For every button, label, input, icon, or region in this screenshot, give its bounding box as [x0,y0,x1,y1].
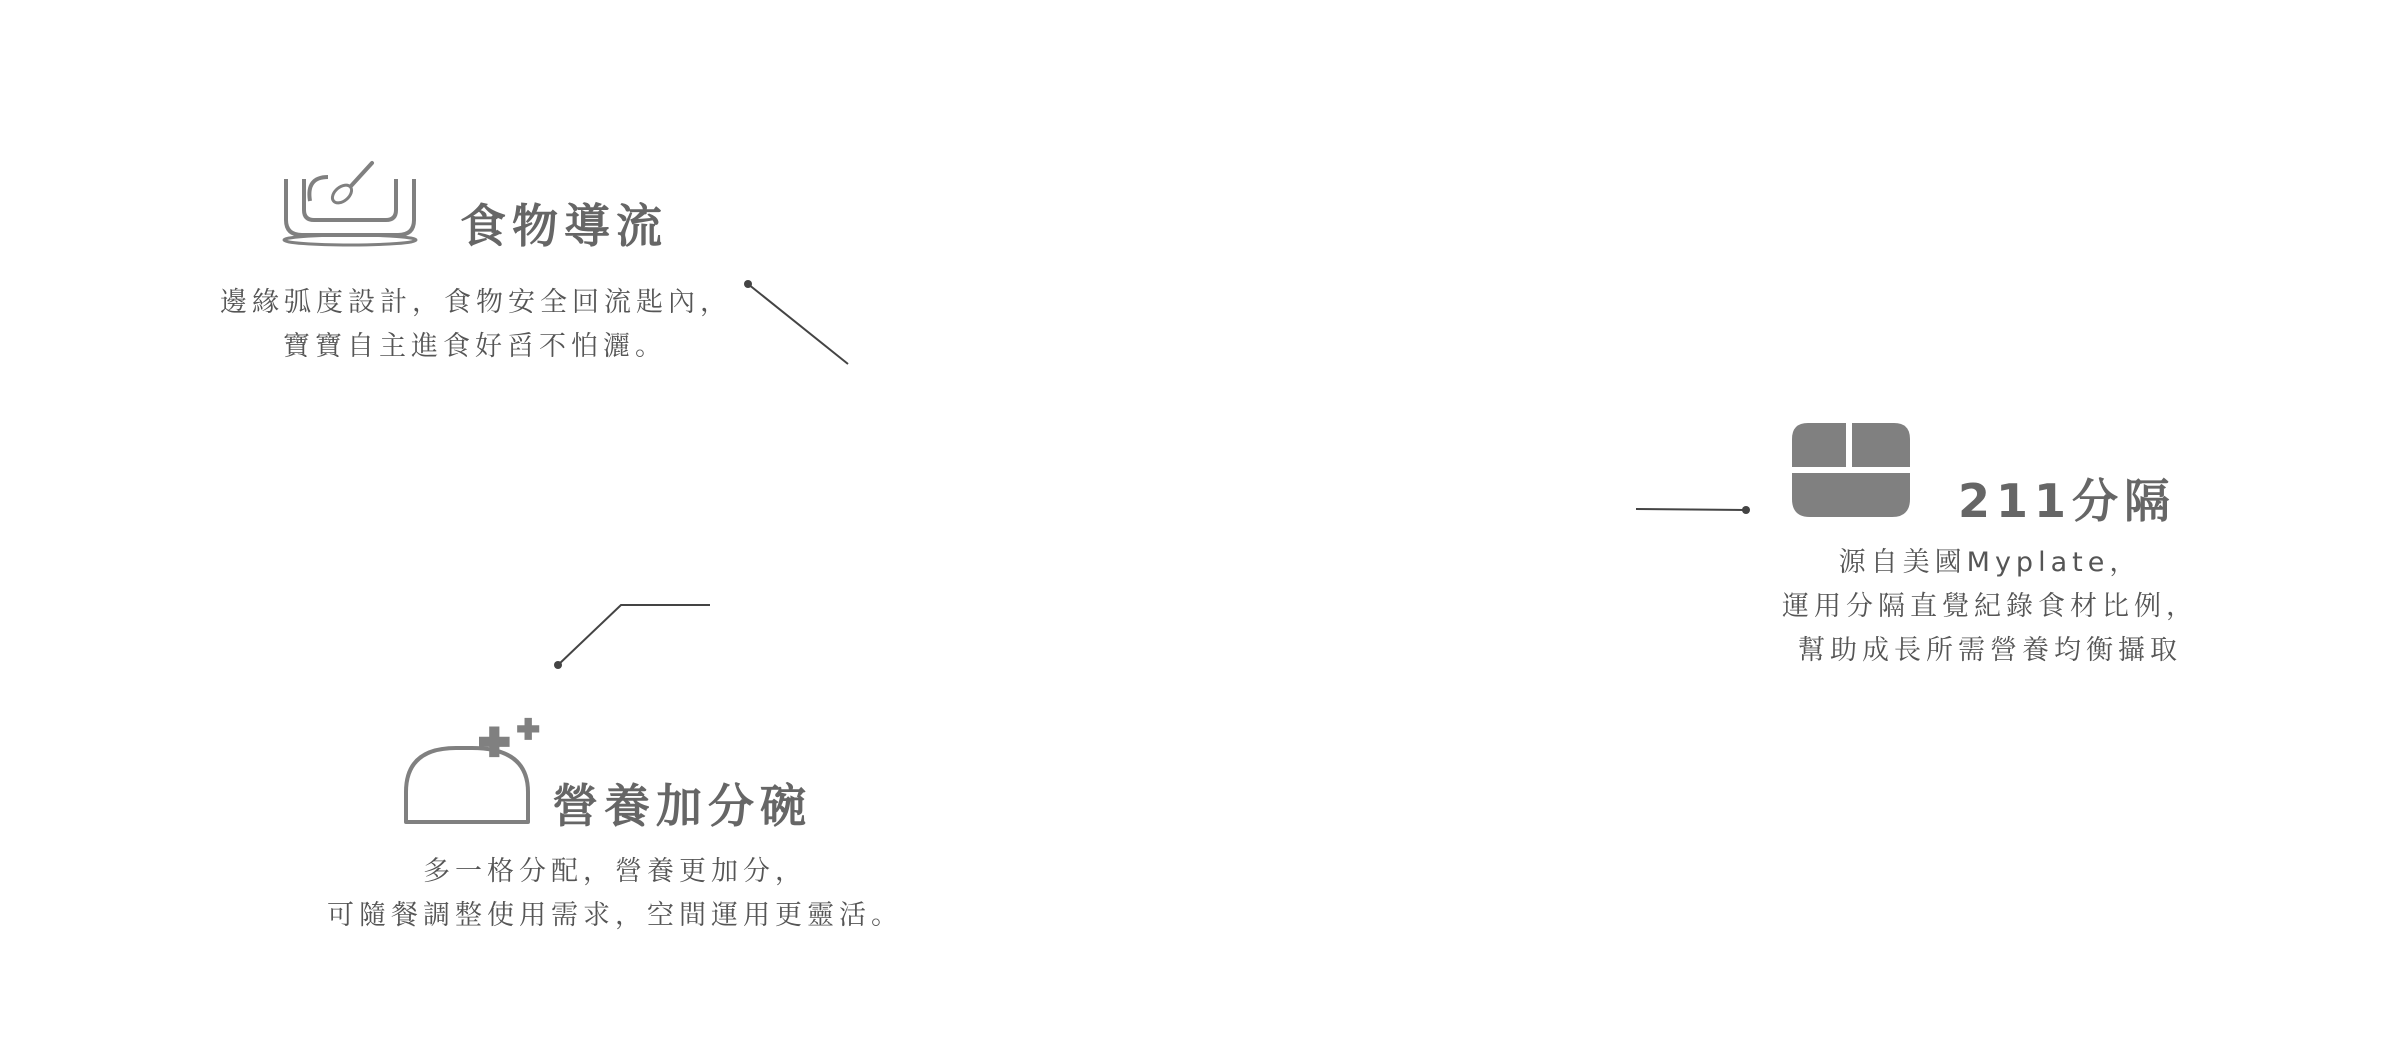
bowl-plus-icon [400,712,550,832]
description-line: 運用分隔直覺紀錄食材比例， [1782,591,2198,622]
feature-description [1740,541,2240,673]
feature-title: 營養加分碗 [552,779,812,833]
feature-description [300,850,930,938]
description-line: 多一格分配，營養更加分， [423,856,807,887]
description-line: 源自美國Myplate， [1838,547,2142,578]
description-line: 可隨餐調整使用需求，空間運用更靈活。 [327,900,903,931]
description-line: 寶寶自主進食好舀不怕灑。 [283,331,667,362]
description-line: 幫助成長所需營養均衡攝取 [1798,635,2182,666]
feature-title: 211分隔 [1958,474,2177,528]
description-line: 邊緣弧度設計，食物安全回流匙內， [220,287,732,318]
feature-description [220,281,730,369]
feature-title: 食物導流 [460,199,668,253]
bowl-with-spoon-icon [280,155,420,250]
divided-plate-icon [1790,423,1915,521]
connector-divider [1636,506,1750,514]
connector-nutrition-bowl [554,605,710,669]
connector-food-guide [744,280,848,364]
